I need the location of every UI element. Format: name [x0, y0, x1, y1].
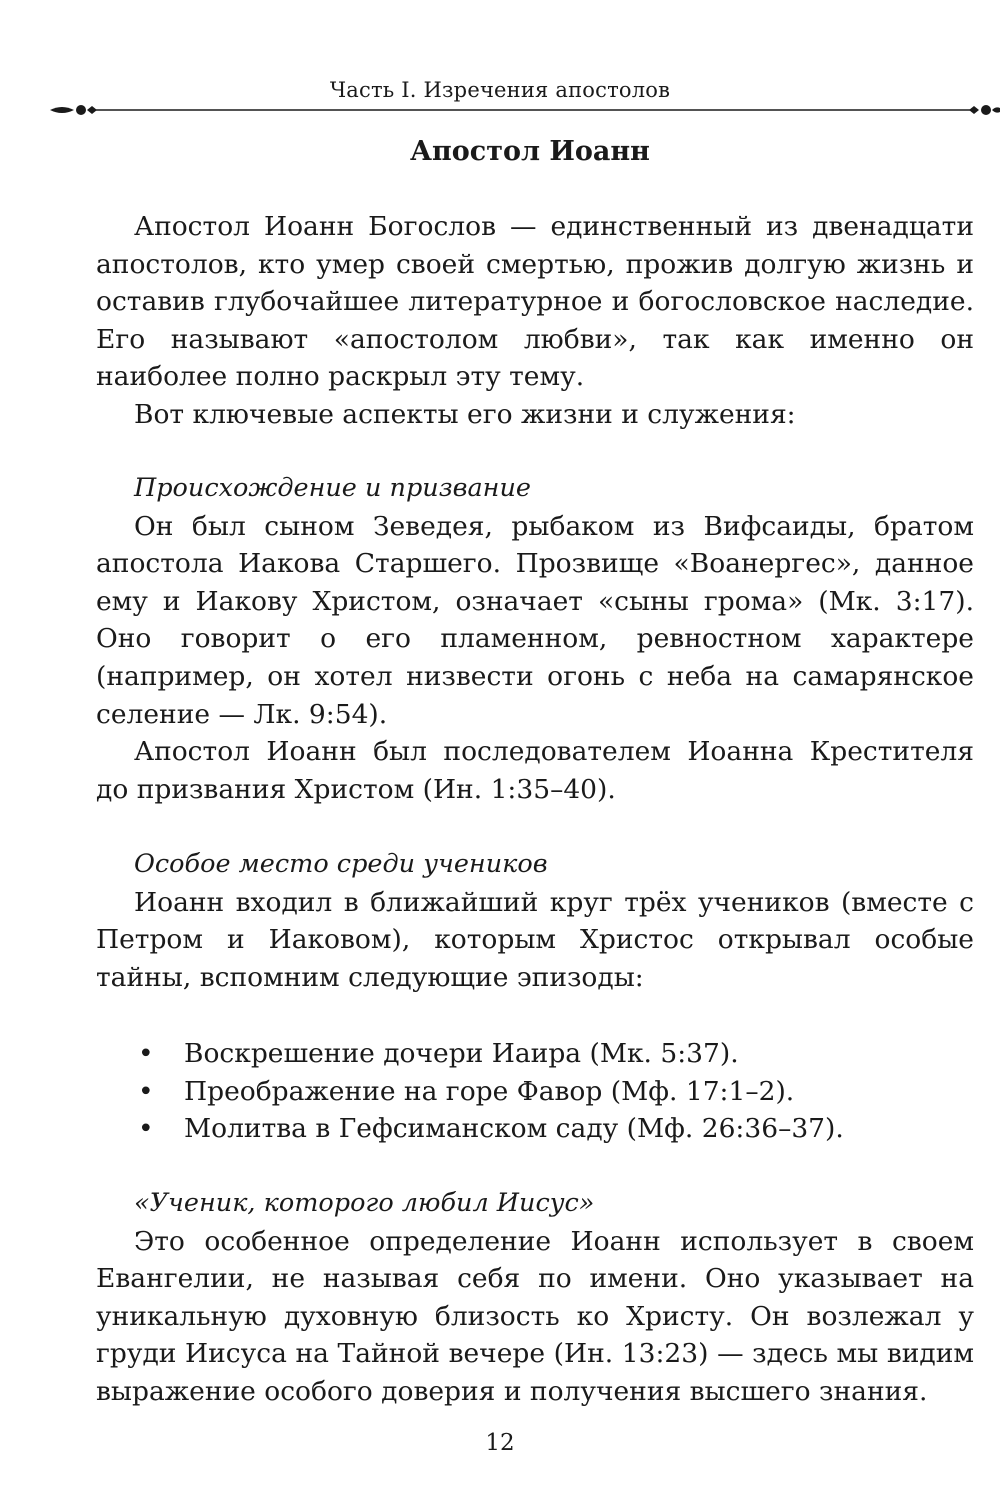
running-head: Часть I. Изречения апостолов: [329, 78, 671, 102]
section-paragraph: Иоанн входил в ближайший круг трёх учеников (вместе с Петром и Иаковом), которым Христос открывал особые тайны, вспомним следующие эпизоды:: [96, 886, 974, 993]
bullet-icon: •: [138, 1113, 154, 1145]
list-item-text: Воскрешение дочери Иаира (Мк. 5:37).: [184, 1038, 739, 1069]
right-ornament-icon: [969, 105, 1000, 115]
list-item: [96, 1110, 974, 1148]
list-item: [96, 1073, 974, 1111]
section-special-place: [96, 846, 974, 996]
section-origin: [96, 470, 974, 808]
intro-paragraph-1: Апостол Иоанн Богослов — единственный из двенадцати апостолов, кто умер своей смертью, прожив долгую жизнь и оставив глубочайшее литературное и богословское наследие. Его называют «апостолом любви», так как именно он наиболее полно раскрыл эту тему.: [96, 211, 974, 393]
episodes-list-block: [96, 1035, 974, 1148]
chapter-title: Апостол Иоанн: [410, 136, 650, 167]
section-paragraph: Он был сыном Зеведея, рыбаком из Вифсаиды, братом апостола Иакова Старшего. Прозвище «Воанергес», данное ему и Иакову Христом, означает «сыны грома» (Мк. 3:17). Оно говорит о его пламенном, ревностном характере (например, он хотел низвести огонь с неба на самарянское селение — Лк. 9:54).: [96, 510, 974, 730]
list-item-text: Молитва в Гефсиманском саду (Мф. 26:36–37).: [184, 1113, 844, 1145]
list-item: [96, 1035, 974, 1073]
section-heading: Особое место среди учеников: [134, 849, 548, 879]
section-paragraph: Апостол Иоанн был последователем Иоанна Крестителя до призвания Христом (Ин. 1:35–40).: [96, 736, 974, 805]
intro-block: [96, 208, 974, 434]
section-heading: Происхождение и призвание: [134, 473, 531, 503]
episodes-list: [96, 1035, 974, 1148]
ornamental-rule: [48, 100, 1000, 120]
list-item-text: Преображение на горе Фавор (Мф. 17:1–2).: [184, 1075, 795, 1107]
section-paragraph: Это особенное определение Иоанн использует в своем Евангелии, не называя себя по имени. Оно указывает на уникальную духовную близость ко Христу. Он возлежал у груди Иисуса на Тайной вечере (Ин. 13:23) — здесь мы видим выражение особого доверия и получения высшего знания.: [96, 1225, 974, 1407]
intro-paragraph-2: Вот ключевые аспекты его жизни и служения:: [134, 398, 796, 430]
page-number: 12: [485, 1430, 515, 1456]
bullet-icon: •: [138, 1075, 154, 1107]
section-beloved-disciple: [96, 1185, 974, 1411]
section-heading: «Ученик, которого любил Иисус»: [134, 1188, 595, 1218]
left-ornament-icon: [50, 105, 97, 115]
bullet-icon: •: [138, 1038, 154, 1069]
